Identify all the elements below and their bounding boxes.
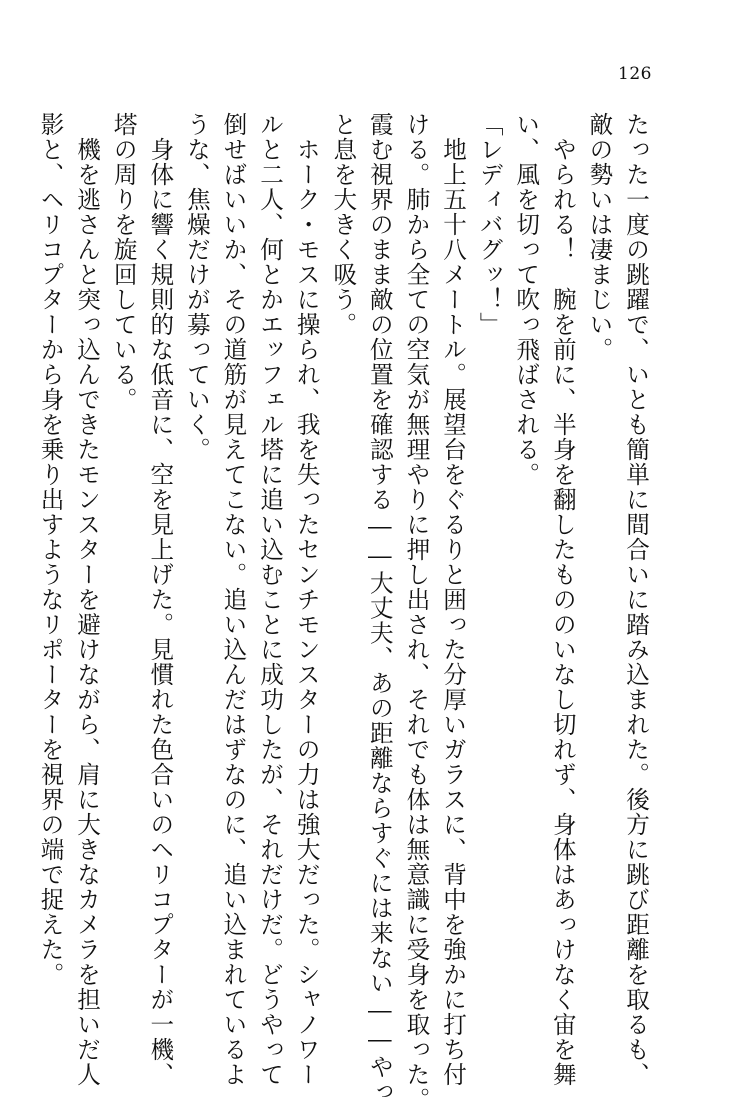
text-line: 倒せばいいか、その道筋が見えてこない。追い込んだはずなのに、追い込まれているよ	[219, 112, 248, 1087]
text-line: たった一度の跳躍で、いとも簡単に間合いに踏み込まれた。後方に跳び距離を取るも、	[622, 112, 650, 1087]
text-line: と息を大きく吸う。	[329, 112, 358, 337]
text-line: やられる！ 腕を前に、半身を翻したもののいなし切れず、身体はあっけなく宙を舞	[548, 112, 577, 1087]
text-line: うな、焦燥だけが募っていく。	[182, 112, 211, 462]
text-line: ホーク・モスに操られ、我を失ったセンチモンスターの力は強大だった。シャノワー	[292, 112, 321, 1087]
text-line: 敵の勢いは凄まじい。	[585, 112, 614, 362]
text-line: 影と、ヘリコプターから身を乗り出すようなリポーターを視界の端で捉えた。	[36, 112, 65, 987]
text-line: ルと二人、何とかエッフェル塔に追い込むことに成功したが、それだけだ。どうやって	[256, 112, 285, 1087]
text-line: 「レディバグッ！」	[475, 112, 504, 337]
text-line: 機を逃さんと突っ込んできたモンスターを避けながら、肩に大きなカメラを担いだ人	[73, 112, 102, 1087]
text-line: 地上五十八メートル。展望台をぐるりと囲った分厚いガラスに、背中を強かに打ち付	[439, 112, 468, 1087]
text-line: ける。肺から全ての空気が無理やりに押し出され、それでも体は無意識に受身を取った。	[402, 112, 431, 1112]
page-number: 126	[618, 64, 652, 84]
text-line: 身体に響く規則的な低音に、空を見上げた。見慣れた色合いのヘリコプターが一機、	[146, 112, 175, 1087]
text-line: 塔の周りを旋回している。	[109, 112, 138, 412]
text-line: 霞む視界のまま敵の位置を確認する――大丈夫、あの距離ならすぐには来ない――やっ	[365, 112, 394, 1105]
body-text	[32, 112, 654, 1112]
text-line: い、風を切って吹っ飛ばされる。	[512, 112, 541, 487]
